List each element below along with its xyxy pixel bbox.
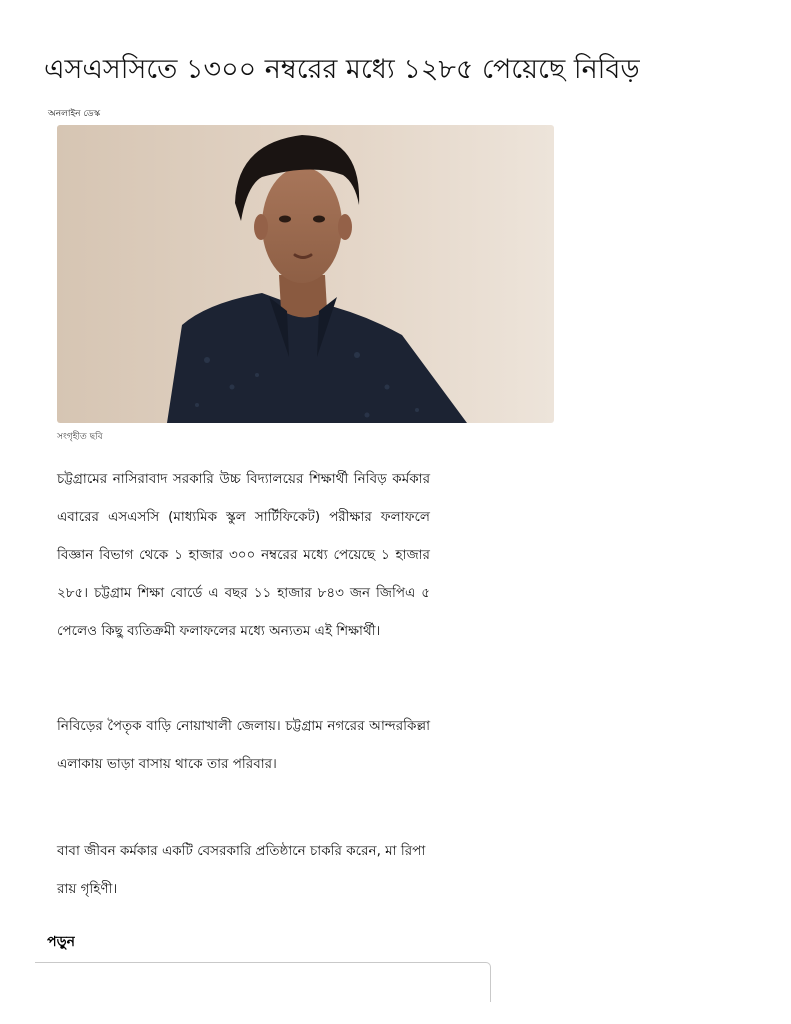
article-paragraph: চট্টগ্রামের নাসিরাবাদ সরকারি উচ্চ বিদ্যালয়ের শিক্ষার্থী নিবিড় কর্মকার এবারের এসএসসি (মাধ্যমিক স্কুল সার্টিফিকেট) পরীক্ষার ফলাফলে বিজ্ঞান বিভাগ থেকে ১ হাজার ৩০০ নম্বরের মধ্যে পেয়েছে ১ হাজার ২৮৫। চট্টগ্রাম শিক্ষা বোর্ডে এ বছর ১১ হাজার ৮৪৩ জন জিপিএ ৫ পেলেও কিছু ব্যতিক্রমী ফলাফলের মধ্যে অন্যতম এই শিক্ষার্থী। — [57, 471, 430, 639]
read-more-box[interactable] — [35, 962, 491, 1002]
article-byline: অনলাইন ডেস্ক — [48, 109, 101, 119]
photo-caption: সংগৃহীত ছবি — [57, 432, 103, 442]
article-headline: এসএসসিতে ১৩০০ নম্বরের মধ্যে ১২৮৫ পেয়েছে নিবিড় — [44, 54, 640, 85]
article-paragraph: বাবা জীবন কর্মকার একটি বেসরকারি প্রতিষ্ঠানে চাকরি করেন, মা রিপা রায় গৃহিণী। — [57, 843, 426, 897]
read-more-heading: পড়ুন — [47, 934, 75, 950]
article-paragraph: নিবিড়ের পৈতৃক বাড়ি নোয়াখালী জেলায়। চট্টগ্রাম নগরের আন্দরকিল্লা এলাকায় ভাড়া বাসায় থাকে তার পরিবার। — [57, 718, 430, 772]
article-photo — [57, 125, 554, 423]
